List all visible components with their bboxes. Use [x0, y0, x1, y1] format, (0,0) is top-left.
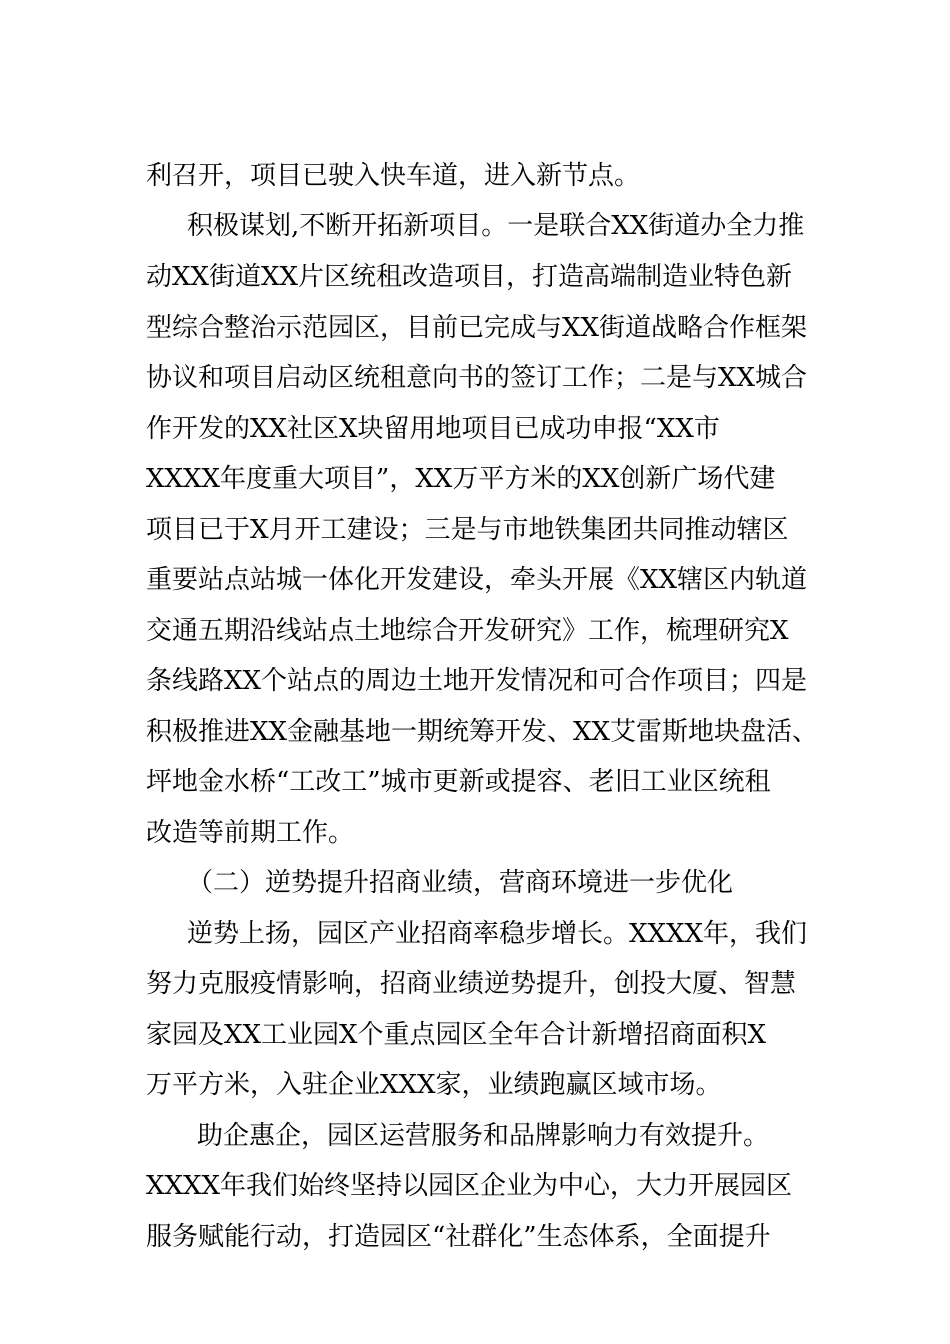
text-line-1: 利召开，项目已驶入快车道，进入新节点。: [146, 161, 641, 191]
text-line-6: 作开发的XX社区X块留用地项目已成功申报“XX市: [146, 414, 720, 444]
text-line-8: 项目已于X月开工建设；三是与市地铁集团共同推动辖区: [146, 515, 789, 545]
text-line-22: 服务赋能行动，打造园区“社群化”生态体系，全面提升: [146, 1222, 771, 1252]
text-line-3: 动XX街道XX片区统租改造项目，打造高端制造业特色新: [146, 262, 793, 292]
text-line-5: 协议和项目启动区统租意向书的签订工作；二是与XX城合: [146, 363, 808, 393]
text-line-19: 万平方米，入驻企业XXX家，业绩跑赢区域市场。: [146, 1070, 722, 1100]
section-heading: （二）逆势提升招商业绩，营商环境进一步优化: [187, 868, 734, 898]
text-line-2: 积极谋划,不断开拓新项目。一是联合XX街道办全力推: [187, 211, 805, 241]
text-line-9: 重要站点站城一体化开发建设，牵头开展《XX辖区内轨道: [146, 565, 808, 595]
text-line-21: XXXX年我们始终坚持以园区企业为中心，大力开展园区: [146, 1171, 793, 1201]
text-line-16: 逆势上扬，园区产业招商率稳步增长。XXXX年，我们: [187, 919, 808, 949]
text-line-13: 坪地金水桥“工改工”城市更新或提容、老旧工业区统租: [146, 767, 771, 797]
text-line-18: 家园及XX工业园X个重点园区全年合计新增招商面积X: [146, 1020, 767, 1050]
text-line-14: 改造等前期工作。: [146, 818, 355, 848]
text-line-11: 条线路XX个站点的周边土地开发情况和可合作项目；四是: [146, 666, 808, 696]
text-line-20: 助企惠企，园区运营服务和品牌影响力有效提升。: [197, 1121, 770, 1151]
text-line-7: XXXX年度重大项目”，XX万平方米的XX创新广场代建: [146, 464, 776, 494]
text-line-10: 交通五期沿线站点土地综合开发研究》工作，梳理研究X: [146, 616, 789, 646]
text-line-17: 努力克服疫情影响，招商业绩逆势提升，创投大厦、智慧: [146, 969, 797, 999]
text-line-12: 积极推进XX金融基地一期统筹开发、XX艾雷斯地块盘活、: [146, 717, 819, 747]
text-line-4: 型综合整治示范园区，目前已完成与XX街道战略合作框架: [146, 313, 808, 343]
